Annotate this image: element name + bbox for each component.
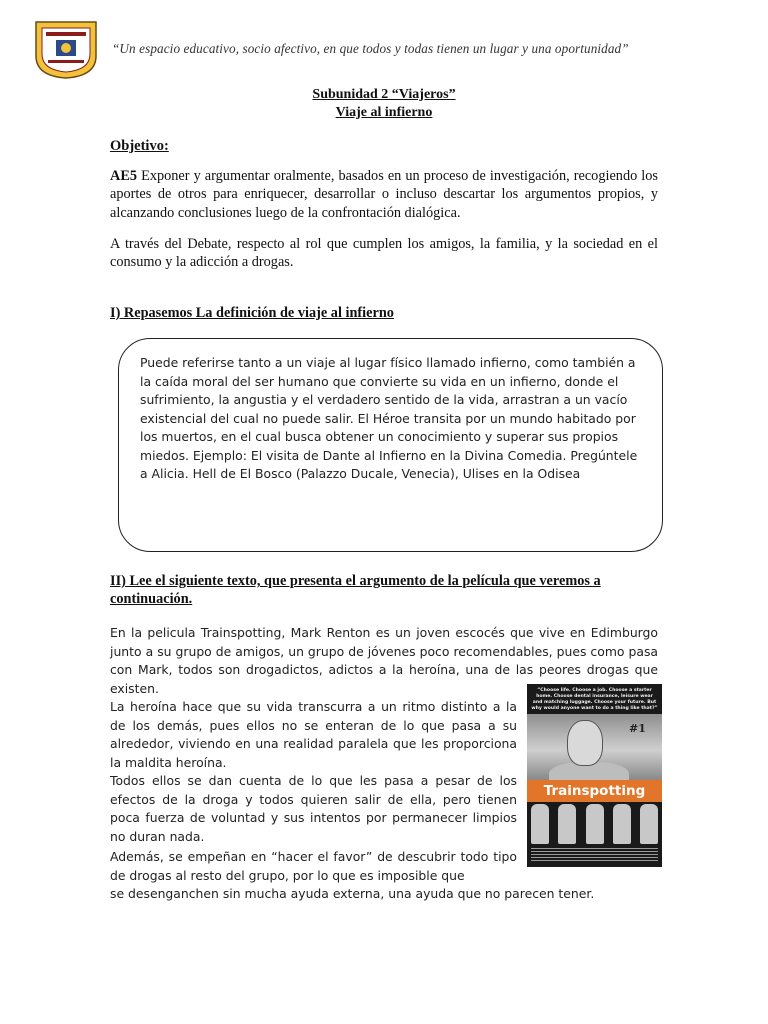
topic-title: Viaje al infierno [335,105,433,120]
cast-figure [531,804,549,844]
story-paragraph-2: La heroína hace que su vida transcurra a un ritmo distinto a la de los demás, pues ellos no se enteran de lo que pasa a su alrededor, viviendo en una realidad paralela que les proporciona la maldita heroína. [110,699,517,770]
debate-text: , respecto al rol que cumplen los amigos, la familia, y la sociedad en el consumo y la adicción a drogas. [110,236,659,271]
story-paragraph-3: Todos ellos se dan cuenta de lo que les pasa a pesar de los efectos de la droga y todos quieren salir de ella, pero tienen poca fuerza de voluntad y sus intentos por permanecer limpios no duran nada. [110,773,517,844]
section-2-heading: II) Lee el siguiente texto, que presenta el argumento de la película que veremos a continuación. [110,573,601,607]
section-1-heading: I) Repasemos La definición de viaje al infierno [110,305,394,321]
poster-quote: “Choose life. Choose a job. Choose a starter home. Choose dental insurance, leisure wear and matching luggage. Choose your future. But why would anyone want to do a thing like that?” [531,688,658,711]
story-paragraph-4-end: se desenganchen sin mucha ayuda externa, una ayuda que no parecen tener. [110,886,595,901]
school-motto: “Un espacio educativo, socio afectivo, en que todos y todas tienen un lugar y una oportunidad” [112,41,629,56]
poster-cast-photos [531,804,658,844]
definition-text: Puede referirse tanto a un viaje al lugar físico llamado infierno, como también a la caída moral del ser humano que convierte su vida en un infierno, donde el sufrimiento, la angustia y el verdadero sentido de la vida, arrastran a un vacío existencial del cual no puede salir. El Héroe transita por un mundo habitado por los muertos, en el cual busca obtener un conocimiento y superar sus propios miedos. Ejemplo: El visita de Dante al Infierno en la Divina Comedia. Pregúntele a Alicia. Hell de El Bosco (Palazzo Ducale, Venecia), Ulises en la Odisea [140,355,638,481]
debate-paragraph [110,235,658,272]
story-paragraph-1: En la pelicula Trainspotting, Mark Renton es un joven escocés que vive en Edimburgo junto a su grupo de amigos, un grupo de jóvenes poco recomendables, pues como pasa con Mark, todos son drogadictos, adictos a la heroína, una de las peores drogas que existen. [110,625,658,696]
poster-title: Trainspotting [527,780,662,802]
objective-paragraph [110,167,658,222]
story-paragraph-4: Además, se empeñan en “hacer el favor” de descubrir todo tipo de drogas al resto del grupo, por lo que es imposible que [110,849,517,883]
school-logo [34,20,98,80]
cast-figure [558,804,576,844]
poster-rank: #1 [629,722,646,735]
objective-code: AE5 [110,168,138,184]
debate-lead: A través del Debate [110,236,228,252]
cast-figure [640,804,658,844]
cast-figure [586,804,604,844]
poster-face-figure [567,720,603,766]
objective-heading: Objetivo: [110,138,169,154]
poster-photo [527,714,662,786]
poster-credits [531,848,658,862]
objective-text: Exponer y argumentar oralmente, basados en un proceso de investigación, recogiendo los aportes de otros para enriquecer, desarrollar o incluso descartar los argumentos propios, y alcanzando conclusiones luego de la confrontación dialógica. [110,168,658,221]
cast-figure [613,804,631,844]
subunit-title: Subunidad 2 “Viajeros” [312,87,456,102]
trainspotting-poster [527,684,662,867]
